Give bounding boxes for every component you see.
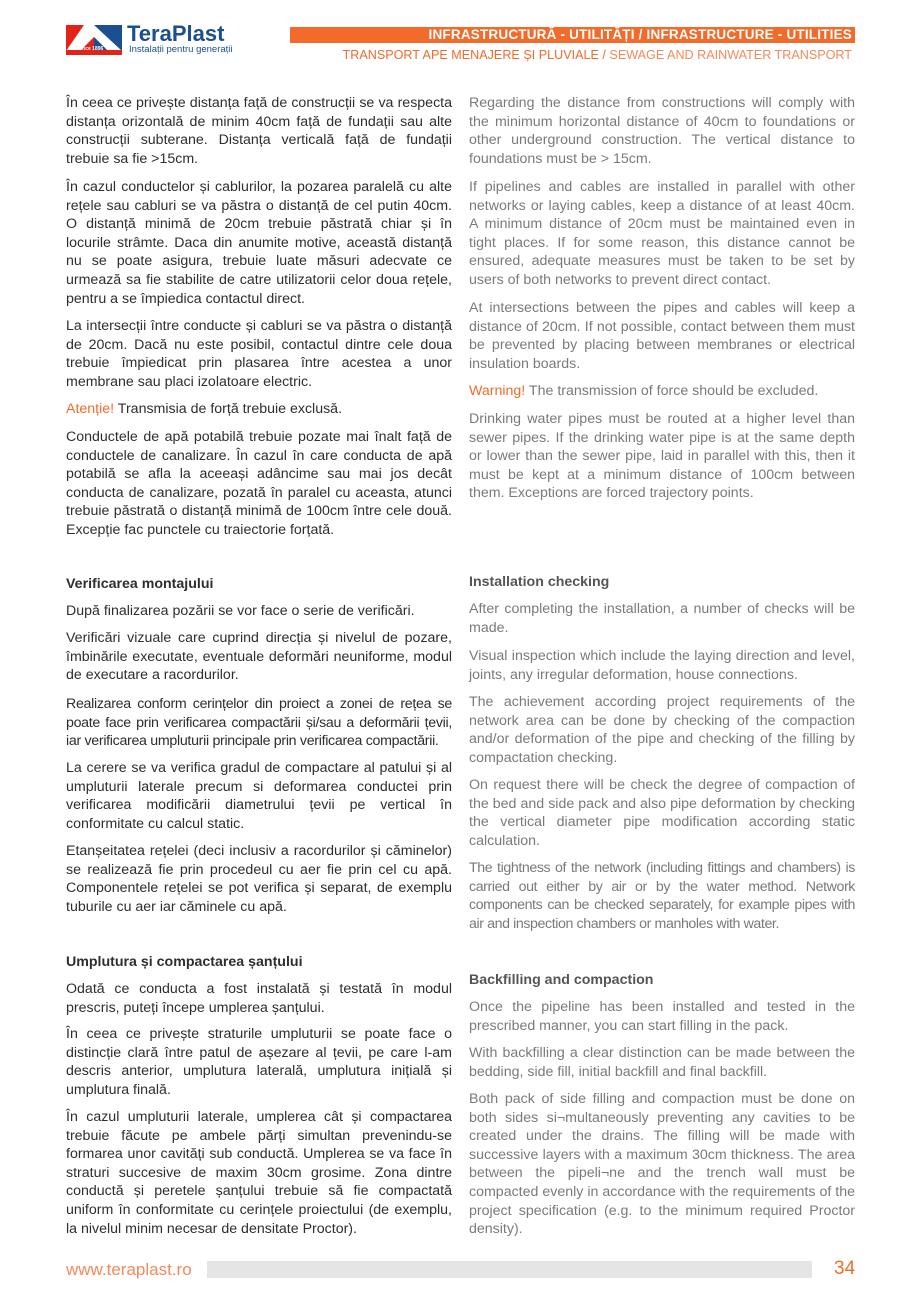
en-warning-text: The transmission of force should be excluded. <box>525 383 819 399</box>
ro-paragraph-checks: După finalizarea pozării se vor face o serie de verificări. <box>66 603 415 619</box>
ro-paragraph-tightness: Etanșeitatea rețelei (deci inclusiv a racordurilor și căminelor) se realizează fie prin procedeul cu aer fie prin cel cu apă. Componentele rețelei se pot verifica și separat, de exemplu tuburile cu aer iar căminele cu apă. <box>66 843 452 915</box>
en-paragraph-tightness: The tightness of the network (including fittings and chambers) is carried out either by air or by the water method. Network components can be checked separately, for example pipes with air and inspection chambers or manholes with water. <box>469 860 855 932</box>
section-subtitle <box>343 47 852 63</box>
en-paragraph-distance: Regarding the distance from constructions will comply with the minimum horizontal distance of 40cm to foundations or other underground construction. The vertical distance to foundations must be > 15cm. <box>469 95 855 167</box>
ro-heading-backfill: Umplutura și compactarea șanțului <box>66 954 303 970</box>
ro-paragraph-visual: Verificări vizuale care cuprind direcția și nivelul de pozare, îmbinările executate, eventuale deformări neuniforme, modul de executare a racordurilor. <box>66 630 452 684</box>
en-heading-backfill: Backfilling and compaction <box>469 972 654 988</box>
ro-paragraph-intersections: La intersecții între conducte și cabluri se va păstra o distanță de 20cm. Dacă nu este posibil, contactul dintre cele doua trebuie împiedicat prin plasarea între acestea a unor membrane sau placi izolatoare electric. <box>66 318 452 390</box>
ro-paragraph-distance: În ceea ce privește distanța față de construcții se va respecta distanța orizontală de minim 40cm față de fundații sau alte construcții subterane. Distanța verticală față de fundații trebuie sa fie >15cm. <box>66 95 452 167</box>
en-warning <box>469 382 855 401</box>
subtitle-ro: TRANSPORT APE MENAJERE ȘI PLUVIALE / <box>342 48 606 62</box>
page-number: 34 <box>834 1258 856 1279</box>
ro-paragraph-layers: În ceea ce privește straturile umpluturii se poate face o distincție clară între patul de așezare al țevii, pe care l-am descris anterior, umplutura laterală, umplutura inițială și umplutura finală. <box>66 1026 452 1098</box>
ro-warning-text: Transmisia de forță trebuie exclusă. <box>114 401 343 417</box>
ro-heading-checking: Verificarea montajului <box>66 576 214 592</box>
ro-paragraph-compaction: Realizarea conform cerințelor din proiect a zonei de rețea se poate face prin verificarea compactării și/sau a deformării țevii, iar verificarea umpluturii principale prin verificarea compactării. <box>66 696 452 750</box>
en-paragraph-start-fill: Once the pipeline has been installed and tested in the prescribed manner, you can start filling in the pack. <box>469 999 855 1034</box>
section-title: INFRASTRUCTURĂ - UTILITĂȚI / INFRASTRUCTURE - UTILITIES <box>428 27 852 42</box>
en-paragraph-request: On request there will be check the degree of compaction of the bed and side pack and also pipe deformation by checking the vertical diameter pipe modification according static calculation. <box>469 777 855 849</box>
ro-paragraph-side-fill: În cazul umpluturii laterale, umplerea cât și compactarea trebuie făcute pe ambele părți simultan prevenindu-se formarea unor cavități sub conductă. Umplerea se va face în straturi succesive de maxim 30cm grosime. Zona dintre conductă și peretele șanțului trebuie să fie compactată uniform în conformitate cu cerințele proiectului (de exemplu, la nivelul minim necesar de densitate Proctor). <box>66 1109 452 1237</box>
footer-bar <box>207 1261 812 1278</box>
ro-paragraph-request: La cerere se va verifica gradul de compactare al patului și al umpluturii laterale precum si deformarea conductei prin verificarea modificării diametrului țevii pe vertical în conformitate cu calcul static. <box>66 760 452 832</box>
en-paragraph-layers: With backfilling a clear distinction can be made between the bedding, side fill, initial backfill and final backfill. <box>469 1045 855 1080</box>
ro-warning <box>66 400 452 419</box>
en-paragraph-side-fill: Both pack of side filling and compaction must be done on both sides si¬multaneously preventing any cavities to be created under the drains. The filling will be made with successive layers with a maximum 30cm thickness. The area between the pipeli¬ne and the trench wall must be compacted evenly in accordance with the requirements of the project specification (e.g. to the minimum required Proctor density). <box>469 1091 855 1238</box>
en-heading-checking: Installation checking <box>469 574 610 590</box>
subtitle-en: SEWAGE AND RAINWATER TRANSPORT <box>605 48 852 62</box>
brand-tagline: Instalații pentru generații <box>129 44 233 55</box>
en-paragraph-visual: Visual inspection which include the laying direction and level, joints, any irregular deformation, house connections. <box>469 648 855 683</box>
en-warning-label: Warning! <box>469 383 526 399</box>
en-paragraph-compaction: The achievement according project requirements of the network area can be done by checking of the compaction and/or deformation of the pipe and checking of the filling by compactation checking. <box>469 694 855 766</box>
ro-paragraph-parallel: În cazul conductelor și cablurilor, la pozarea paralelă cu alte rețele sau cabluri se va păstra o distanță de cel putin 40cm. O distanță minimă de 20cm trebuie păstrată chiar și în locurile strâmte. Daca din anumite motive, această distanță nu se poate asigura, trebuie luate măsuri adecvate ce urmează sa fie stabilite de catre utilizatorii celor doua rețele, pentru a se împiedica contactul direct. <box>66 179 452 307</box>
ro-warning-label: Atenție! <box>66 401 115 417</box>
ro-paragraph-drinking-water: Conductele de apă potabilă trebuie pozate mai înalt față de conductele de canalizare. În cazul în care conducta de apă potabilă se afla la aceeași adâncime sau mai jos decât conducta de canalizare, pozată în paralel cu aceasta, atunci trebuie păstrată o distanță minimă de 100cm între cele două. Excepție fac punctele cu traiectorie forțată. <box>66 429 452 538</box>
en-paragraph-checks: After completing the installation, a number of checks will be made. <box>469 601 855 636</box>
since-label: since 1896 <box>78 46 104 52</box>
ro-paragraph-start-fill: Odată ce conducta a fost instalată și testată în modul prescris, puteți începe umplerea șanțului. <box>66 981 452 1016</box>
en-paragraph-drinking-water: Drinking water pipes must be routed at a higher level than sewer pipes. If the drinking water pipe is at the same depth or lower than the sewer pipe, laid in parallel with this, then it must be kept at a minimum distance of 100cm between them. Exceptions are forced trajectory points. <box>469 411 855 502</box>
en-paragraph-parallel: If pipelines and cables are installed in parallel with other networks or laying cables, keep a distance of at least 40cm. A minimum distance of 20cm must be maintained even in tight places. If for some reason, this distance cannot be ensured, adequate measures must be taken to be set by users of both networks to prevent direct contact. <box>469 179 855 288</box>
brand-name: TeraPlast <box>127 21 225 46</box>
website-link[interactable]: www.teraplast.ro <box>66 1260 192 1279</box>
en-paragraph-intersections: At intersections between the pipes and cables will keep a distance of 20cm. If not possible, contact between them must be prevented by placing between membranes or electrical insulation boards. <box>469 300 855 372</box>
